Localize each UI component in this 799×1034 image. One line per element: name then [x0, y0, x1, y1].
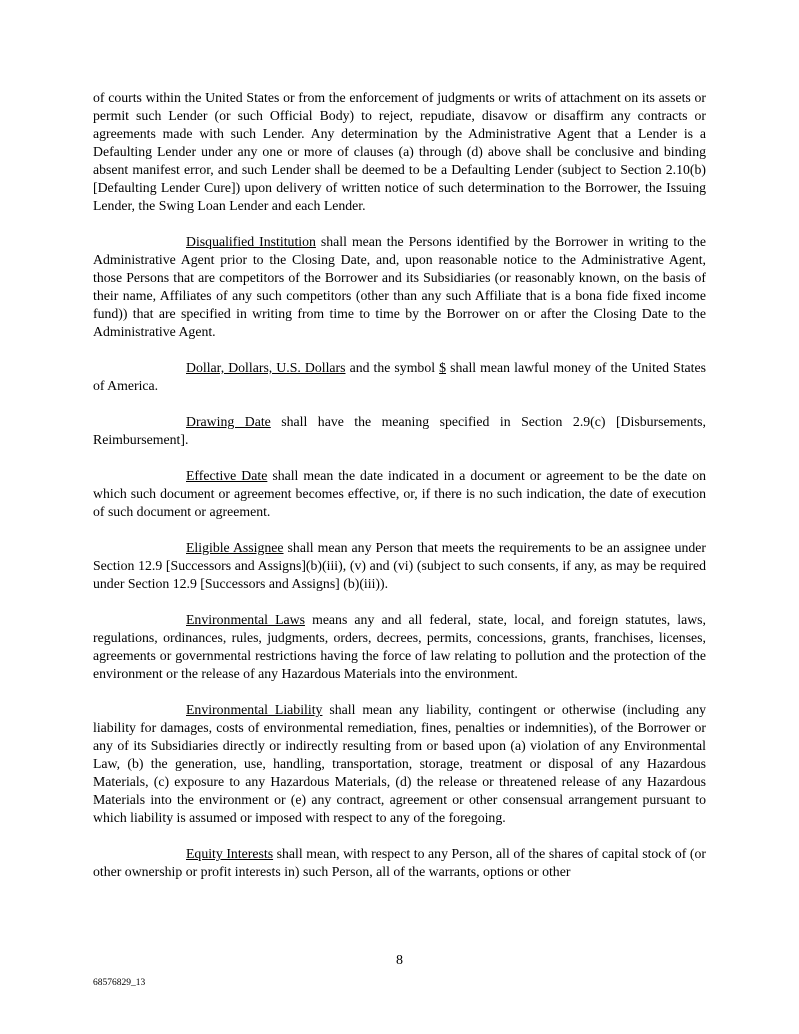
defined-term: Drawing Date — [186, 414, 271, 429]
paragraph-text: shall mean, with respect to any Person, all of the shares of capital stock of (or other ownership or profit interests in) such Person, all of the warrants, options or other — [93, 846, 706, 879]
document-body — [93, 89, 706, 881]
defined-term: $ — [439, 360, 447, 375]
paragraph-text: shall mean any Person that meets the requirements to be an assignee under Section 12.9 [Successors and Assigns](b)(iii), (v) and (vi) (subject to such consents, if any, as may be required under Section 12.9 [Successors and Assigns] (b)(iii)). — [93, 540, 706, 591]
defined-term: Effective Date — [186, 468, 268, 483]
defined-term: Equity Interests — [186, 846, 274, 861]
paragraph — [93, 539, 706, 593]
defined-term: Eligible Assignee — [186, 540, 284, 555]
paragraph-text: shall have the meaning specified in Section 2.9(c) [Disbursements, Reimbursement]. — [93, 414, 706, 447]
paragraph — [93, 233, 706, 341]
paragraph-text: and the symbol — [345, 360, 440, 375]
defined-term: Disqualified Institution — [186, 234, 316, 249]
paragraph — [93, 701, 706, 827]
page-number: 8 — [396, 953, 403, 968]
paragraph — [93, 359, 706, 395]
paragraph — [93, 845, 706, 881]
paragraph — [93, 611, 706, 683]
defined-term: Environmental Laws — [186, 612, 305, 627]
paragraph-text: of courts within the United States or from the enforcement of judgments or writs of attachment on its assets or permit such Lender (or such Official Body) to reject, repudiate, disavow or disaffirm any contracts or agreements made with such Lender. Any determination by the Administrative Agent that a Lender is a Defaulting Lender under any one or more of clauses (a) through (d) above shall be conclusive and binding absent manifest error, and such Lender shall be deemed to be a Defaulting Lender (subject to Section 2.10(b) [Defaulting Lender Cure]) upon delivery of written notice of such determination to the Borrower, the Issuing Lender, the Swing Loan Lender and each Lender. — [93, 90, 706, 213]
paragraph — [93, 413, 706, 449]
paragraph-text: shall mean the Persons identified by the Borrower in writing to the Administrative Agent prior to the Closing Date, and, upon reasonable notice to the Administrative Agent, those Persons that are competitors of the Borrower and its Subsidiaries (or reasonably known, on the basis of their name, Affiliates of any such competitors (other than any such Affiliate that is a bona fide fixed income fund)) that are specified in writing from time to time by the Borrower on or after the Closing Date to the Administrative Agent. — [93, 234, 706, 339]
paragraph — [93, 89, 706, 215]
paragraph — [93, 467, 706, 521]
paragraph-text: shall mean the date indicated in a document or agreement to be the date on which such document or agreement becomes effective, or, if there is no such indication, the date of execution of such document or agreement. — [93, 468, 706, 519]
defined-term: Environmental Liability — [186, 702, 323, 717]
document-id-footer: 68576829_13 — [93, 978, 146, 988]
paragraph-text: shall mean lawful money of the United States of America. — [93, 360, 707, 393]
paragraph-text: shall mean any liability, contingent or otherwise (including any liability for damages, costs of environmental remediation, fines, penalties or indemnities), of the Borrower or any of its Subsidiaries directly or indirectly resulting from or based upon (a) violation of any Environmental Law, (b) the generation, use, handling, transportation, storage, treatment or disposal of any Hazardous Materials, (c) exposure to any Hazardous Materials, (d) the release or threatened release of any Hazardous Materials into the environment or (e) any contract, agreement or other consensual arrangement pursuant to which liability is assumed or imposed with respect to any of the foregoing. — [93, 702, 707, 825]
defined-term: Dollar, Dollars, U.S. Dollars — [186, 360, 346, 375]
paragraph-text: means any and all federal, state, local, and foreign statutes, laws, regulations, ordinances, rules, judgments, orders, decrees, permits, concessions, grants, franchises, licenses, agreements or governmental restrictions having the force of law relating to pollution and the protection of the environment or the release of any Hazardous Materials into the environment. — [93, 612, 707, 681]
